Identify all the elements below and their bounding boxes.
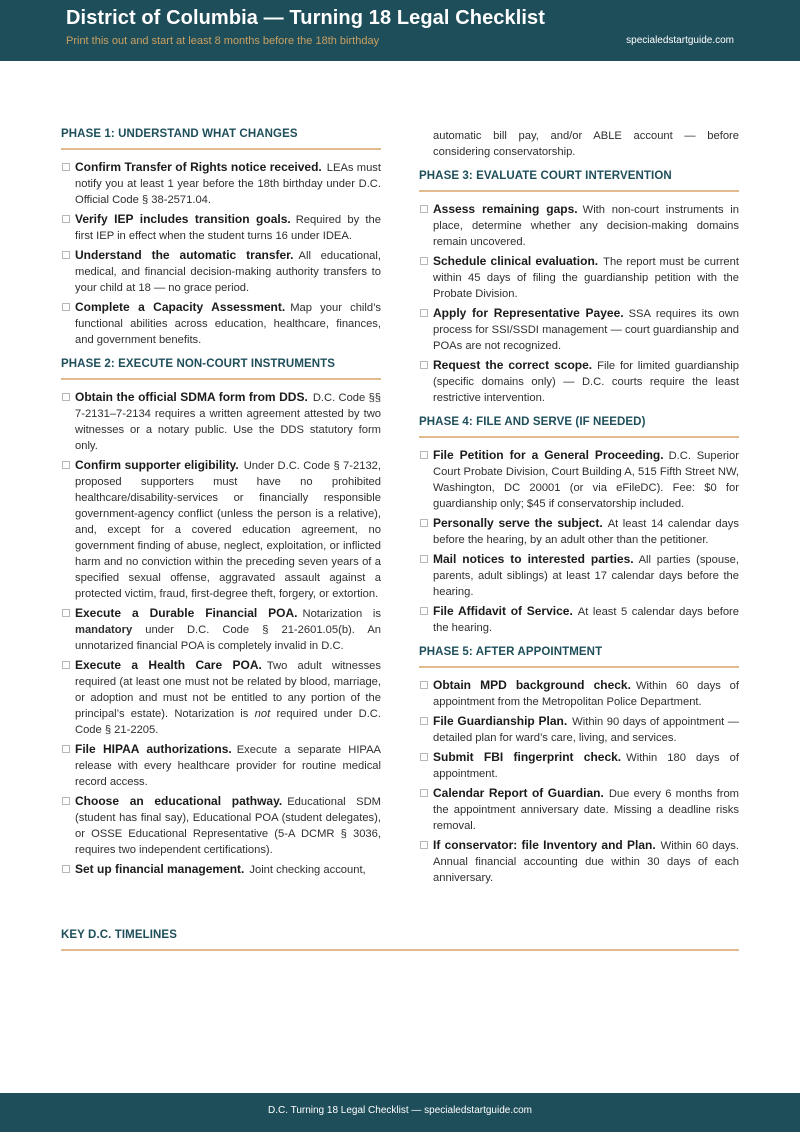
item-lead: Execute a Health Care POA. [75,658,262,672]
checklist-item [61,457,381,602]
item-text-emphasis: mandatory [75,624,133,636]
key-timelines-section [61,929,739,960]
checkbox[interactable] [62,745,70,753]
checklist-item [61,605,381,654]
checklist-item [419,551,739,600]
checkbox[interactable] [420,555,428,563]
item-text: Joint checking account, [249,864,366,876]
item-lead: Execute a Durable Financial POA. [75,606,298,620]
item-lead: Obtain MPD background check. [433,678,631,692]
checkbox[interactable] [62,661,70,669]
checkbox[interactable] [62,163,70,171]
phase-title: PHASE 2: EXECUTE NON-COURT INSTRUMENTS [61,358,336,370]
checkbox[interactable] [420,205,428,213]
item-text: Notarization is [302,608,381,620]
item-text: Map your child’s functional abilities across education, healthcare, finances, and government benefits. [75,302,381,346]
checklist-item [419,837,739,886]
page-footer [0,1093,800,1132]
checkbox[interactable] [420,753,428,761]
checklist-item [61,657,381,738]
right-column [419,128,739,889]
checkbox[interactable] [420,451,428,459]
phase-divider [419,666,739,668]
page-title: District of Columbia — Turning 18 Legal Checklist [66,7,546,29]
checkbox[interactable] [420,789,428,797]
checkbox[interactable] [420,681,428,689]
item-lead: Set up financial management. [75,862,245,876]
item-lead: Obtain the official SDMA form from DDS. [75,390,308,404]
checklist-item [419,357,739,406]
item-text-emphasis: not [254,708,271,720]
item-lead: Understand the automatic transfer. [75,248,294,262]
item-text: Two adult witnesses required (at least one must not be related by blood, marriage, or adoption and must not be entitled to any portion of the principal’s estate). Notarization is [75,660,381,720]
item-lead: Request the correct scope. [433,358,593,372]
item-text: Required by the first IEP in effect when the student turns 16 under IDEA. [75,214,381,242]
checklist-item [61,211,381,244]
item-text: At least 14 calendar days before the hearing, by an adult other than the petitioner. [433,518,739,546]
item-lead: Choose an educational pathway. [75,794,283,808]
item-lead: Submit FBI fingerprint check. [433,750,622,764]
checkbox[interactable] [62,461,70,469]
section-divider [61,949,739,951]
checklist-item [419,749,739,782]
checkbox[interactable] [420,309,428,317]
item-lead: File Guardianship Plan. [433,714,568,728]
phase-title: PHASE 5: AFTER APPOINTMENT [419,646,603,658]
page-header [0,0,800,61]
item-lead: Apply for Representative Payee. [433,306,624,320]
footer-text: D.C. Turning 18 Legal Checklist — specialedstartguide.com [267,1105,533,1116]
checklist-item [61,247,381,296]
checkbox[interactable] [420,519,428,527]
section-title: KEY D.C. TIMELINES [61,929,177,941]
checkbox[interactable] [62,393,70,401]
checklist-item [61,741,381,790]
checklist-item [419,515,739,548]
item-text: At least 5 calendar days before the hearing. [433,606,739,634]
item-text: All parties (spouse, parents, adult siblings) at least 17 calendar days before the hearing. [433,554,739,598]
item-lead: File HIPAA authorizations. [75,742,232,756]
item-lead: Calendar Report of Guardian. [433,786,604,800]
item-lead: Complete a Capacity Assessment. [75,300,286,314]
item-text: With non-court instruments in place, determine whether any decision-making domains remain uncovered. [433,204,739,248]
item-lead: Assess remaining gaps. [433,202,578,216]
item-lead: Schedule clinical evaluation. [433,254,599,268]
checkbox[interactable] [62,797,70,805]
item-text: Within 60 days of appointment from the Metropolitan Police Department. [433,680,739,708]
item-lead: Personally serve the subject. [433,516,603,530]
header-site-url: specialedstartguide.com [626,35,734,46]
checklist-item [419,677,739,710]
item-text: Within 60 days. Annual financial accounting due within 30 days of each anniversary. [433,840,739,884]
checkbox[interactable] [62,609,70,617]
checkbox[interactable] [420,717,428,725]
checklist-item [419,447,739,512]
checklist-item [419,785,739,834]
item-text: required under D.C. Code § 21-2205. [75,708,381,736]
checklist-item [419,713,739,746]
checklist-item [61,159,381,208]
item-text: SSA requires its own process for SSI/SSDI management — court guardianship and POAs are not recognized. [433,308,739,352]
item-lead: Verify IEP includes transition goals. [75,212,291,226]
phase-2-section [61,358,381,878]
checkbox[interactable] [62,303,70,311]
phase-divider [419,436,739,438]
checkbox[interactable] [62,251,70,259]
phase-divider [419,190,739,192]
item-lead: If conservator: file Inventory and Plan. [433,838,656,852]
item-text: Execute a separate HIPAA release with every healthcare provider for routine medical record access. [75,744,381,788]
checklist-item [61,861,381,878]
item-lead: Confirm Transfer of Rights notice received. [75,160,322,174]
item-text: LEAs must notify you at least 1 year before the 18th birthday under D.C. Official Code § 38-2571.04. [75,162,381,206]
checkbox[interactable] [420,257,428,265]
item-lead: File Petition for a General Proceeding. [433,448,664,462]
checkbox[interactable] [420,841,428,849]
item-text: Within 180 days of appointment. [433,752,739,780]
left-column [61,128,381,881]
item-text: Educational SDM (student has final say), Educational POA (student delegates), or OSSE Educational Representative (5-A DCMR § 3036, requires two independent certifications). [75,796,381,856]
checkbox[interactable] [420,361,428,369]
checklist-item [419,603,739,636]
phase-title: PHASE 3: EVALUATE COURT INTERVENTION [419,170,672,182]
page-subtitle: Print this out and start at least 8 months before the 18th birthday [66,35,380,47]
checklist-item [419,253,739,302]
phase-3-section [419,170,739,406]
checklist-item [419,305,739,354]
item-text: Within 90 days of appointment — detailed plan for ward’s care, living, and services. [433,716,739,744]
checkbox[interactable] [420,607,428,615]
item-text: D.C. Superior Court Probate Division, Court Building A, 515 Fifth Street NW, Washington, DC 20001 (or via eFileDC). Fee: $0 for guardianship only; $45 if conservatorship included. [433,450,739,510]
item-text: under D.C. Code § 21-2601.05(b). An unnotarized financial POA is completely invalid in D.C. [75,624,381,652]
phase-title: PHASE 1: UNDERSTAND WHAT CHANGES [61,128,298,140]
checklist-item [61,389,381,454]
checkbox[interactable] [62,215,70,223]
item-continuation: automatic bill pay, and/or ABLE account — before considering conservatorship. [433,130,739,158]
item-text: Under D.C. Code § 7-2132, proposed supporters must have no prohibited healthcare/disability-services or financially responsible government-agency conflict (unless the person is a relative), and, except for a covered education agreement, no government finding of abuse, neglect, exploitation, or inflicted harm and no conviction within the preceding seven years of a specified sexual offense, aggravated assault against a protected victim, fraud, first-degree theft, forgery, or extortion. [75,460,381,600]
phase-5-section [419,646,739,886]
item-text: File for limited guardianship (specific domains only) — D.C. courts require the least restrictive intervention. [433,360,739,404]
item-text: All educational, medical, and financial decision-making authority transfers to your child at 18 — no grace period. [75,250,381,294]
checkbox[interactable] [62,865,70,873]
phase-divider [61,148,381,150]
item-text: The report must be current within 45 days of filing the guardianship petition with the Probate Division. [433,256,739,300]
phase-divider [61,378,381,380]
item-lead: Mail notices to interested parties. [433,552,634,566]
phase-1-section [61,128,381,348]
item-text: D.C. Code §§ 7-2131–7-2134 requires a written agreement attested by two witnesses or a notary public. Use the DDS statutory form only. [75,392,382,452]
item-lead: Confirm supporter eligibility. [75,458,239,472]
checklist-item [61,299,381,348]
checklist-item [61,793,381,858]
phase-title: PHASE 4: FILE AND SERVE (IF NEEDED) [419,416,646,428]
item-text: Due every 6 months from the appointment anniversary date. Missing a deadline risks removal. [433,788,739,832]
checklist-item [419,201,739,250]
phase-4-section [419,416,739,636]
item-lead: File Affidavit of Service. [433,604,573,618]
